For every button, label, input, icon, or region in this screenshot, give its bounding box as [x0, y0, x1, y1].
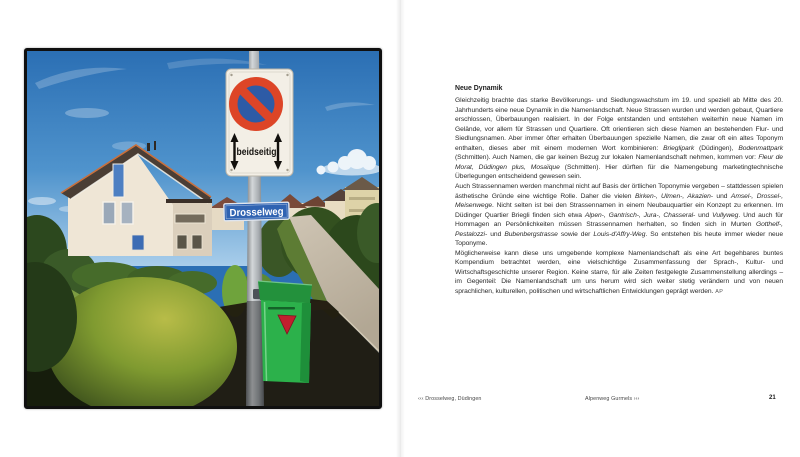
caption-next-photo: Alpenweg Gurmels ››› — [585, 396, 640, 402]
page-fold — [396, 0, 405, 457]
page-number: 21 — [769, 395, 776, 401]
caption-current-photo: ‹‹‹ Drosselweg, Düdingen — [418, 396, 482, 402]
street-name-sign — [224, 202, 289, 221]
article-paragraph-1: Gleichzeitig brachte das starke Bevölkerungs- und Siedlungswachstum im 19. und speziell ab Mitte des 20. Jahrhunderts eine neue Dynamik in die Namenlandschaft. Neue Strassen wurden und werden gebaut, Quartiere erschlossen, Überbauungen realisiert. In der Folge entstanden und entstehen weiterhin neue Namen im Gelände, vor allem für Strassen und Quartiere. Oft orientieren sich diese Namen an bestehenden Flur- und Siedlungsnamen. Aber immer öfter erhalten Überbauungen spezielle Namen, die zwar oft ein altes Toponym enthalten, dieses aber mit einem modernen Wort kombinieren: Brieglipark (Düdingen), Bodenmattpark (Schmitten). Auch Namen, die gar keinen Bezug zur lokalen Namenlandschaft nehmen, kommen vor: Fleur de Morat, Düdingen plus, Mosaïque (Schmitten). Hier dürften für die Namengebung marketingtechnische Überlegungen entscheidend gewesen sein. — [455, 97, 784, 181]
article-paragraph-3: Möglicherweise kann diese uns umgebende komplexe Namenlandschaft als eine Art begehbares buntes Kompendium betrachtet werden, eine vielschichtige Zusammenfassung der Sprach-, Kultur- und Wirtschaftsgeschichte unserer Region. Keine starre, für alle Zeiten festgelegte Zusammenstellung allerdings – im Gegenteil: Die Namenlandschaft um uns herum wird sich weiter stetig verändern und von neuen sprachlichen, kulturellen, politischen und wirtschaftlichen Entwicklungen geprägt werden. AP — [455, 249, 783, 296]
article-paragraph-2: Auch Strassennamen werden manchmal nicht auf Basis der örtlichen Toponymie vergeben – stattdessen spielen ästhetische Gründe eine wichtige Rolle. Daher die vielen Birken-, Ulmen-, Akazien- und Amsel-, Drossel-, Meisenwege. Nicht selten ist bei den Strassennamen in einem Neubauquartier ein Konzept zu erkennen. Im Düdinger Quartier Briegli finden sich etwa Alpen-, Gantrisch-, Jura-, Chasseral- und Vullyweg. Und auch für Hommagen an Persönlichkeiten müssen Strassennamen herhalten, so finden sich in Murten Gotthelf-, Pestalozzi- und Bubenbergstrasse sowie der Louis-d'Affry-Weg. So entstehen bis heute immer wieder neue Toponyme. — [455, 183, 784, 248]
no-parking-symbol-icon — [229, 77, 283, 131]
no-parking-sign — [226, 69, 293, 176]
street-photo — [24, 48, 382, 409]
article — [455, 84, 783, 298]
both-sides-label: beidseitig — [236, 147, 277, 158]
street-name-label: Drosselweg — [229, 205, 289, 220]
article-heading: Neue Dynamik — [455, 85, 503, 92]
sign-pole-shade — [246, 301, 264, 406]
